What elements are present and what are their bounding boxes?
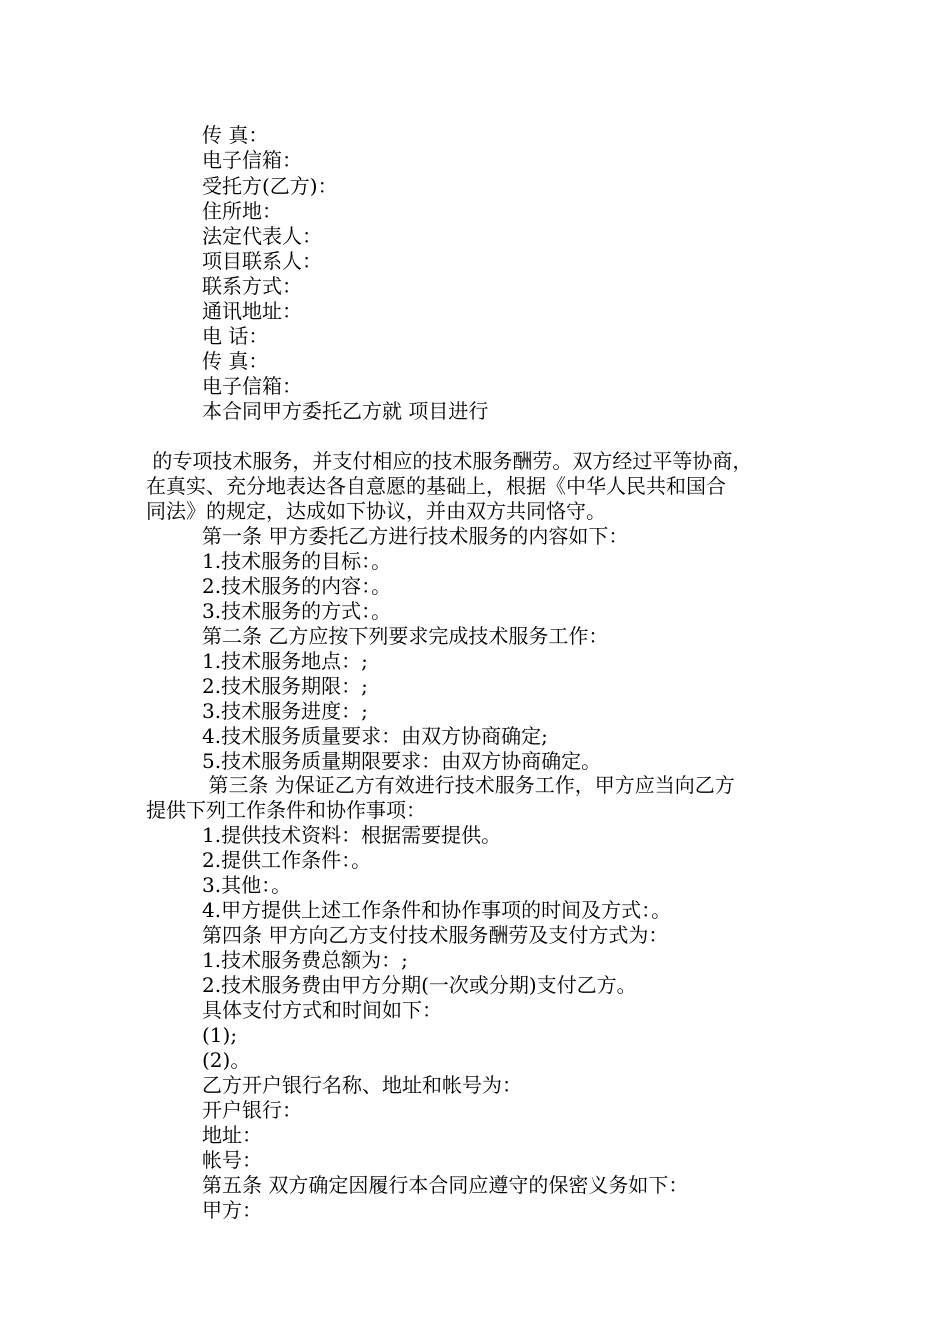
article-4-heading: 第四条 甲方向乙方支付技术服务酬劳及支付方式为： xyxy=(202,923,669,947)
article-4-item: 2.技术服务费由甲方分期(一次或分期)支付乙方。 xyxy=(202,973,637,997)
article-2-item: 4.技术服务质量要求：由双方协商确定; xyxy=(202,724,548,748)
party-b-mail-address-line: 通讯地址： xyxy=(202,299,302,323)
article-5-heading: 第五条 双方确定因履行本合同应遵守的保密义务如下： xyxy=(202,1173,689,1197)
article-1-item: 1.技术服务的目标：。 xyxy=(202,549,392,573)
party-b-phone-line: 电 话： xyxy=(202,324,269,348)
intro-paragraph-line: 的专项技术服务，并支付相应的技术服务酬劳。双方经过平等协商， xyxy=(146,449,753,473)
article-2-item: 2.技术服务期限：; xyxy=(202,674,368,698)
article-1-item: 3.技术服务的方式：。 xyxy=(202,599,392,623)
party-b-email-line: 电子信箱： xyxy=(202,374,302,398)
article-3-item: 3.其他：。 xyxy=(202,873,292,897)
payment-item: (1); xyxy=(202,1023,238,1047)
article-5-party-a-line: 甲方： xyxy=(202,1198,262,1222)
intro-paragraph-line: 同法》的规定，达成如下协议，并由双方共同恪守。 xyxy=(146,499,606,523)
party-b-legal-rep-line: 法定代表人： xyxy=(202,224,322,248)
bank-account-line: 帐号： xyxy=(202,1148,262,1172)
article-3-heading: 第三条 为保证乙方有效进行技术服务工作，甲方应当向乙方 xyxy=(202,773,735,797)
intro-line: 本合同甲方委托乙方就 项目进行 xyxy=(202,399,489,423)
payment-item: (2)。 xyxy=(202,1048,251,1072)
party-b-fax-line: 传 真： xyxy=(202,349,269,373)
bank-intro-line: 乙方开户银行名称、地址和帐号为： xyxy=(202,1073,522,1097)
article-1-item: 2.技术服务的内容：。 xyxy=(202,574,392,598)
article-4-item: 1.技术服务费总额为：; xyxy=(202,948,408,972)
party-b-contact-method-line: 联系方式： xyxy=(202,274,302,298)
party-a-fax-line: 传 真： xyxy=(202,123,269,147)
party-b-address-line: 住所地： xyxy=(202,199,282,223)
article-3-item: 2.提供工作条件：。 xyxy=(202,848,372,872)
article-2-item: 5.技术服务质量期限要求：由双方协商确定。 xyxy=(202,749,602,773)
article-3-item: 4.甲方提供上述工作条件和协作事项的时间及方式：。 xyxy=(202,898,672,922)
party-b-title: 受托方(乙方)： xyxy=(202,174,338,198)
article-3-heading-continued: 提供下列工作条件和协作事项： xyxy=(146,798,426,822)
intro-paragraph-line: 在真实、充分地表达各自意愿的基础上，根据《中华人民共和国合 xyxy=(146,474,726,498)
article-3-item: 1.提供技术资料：根据需要提供。 xyxy=(202,823,502,847)
article-2-item: 1.技术服务地点：; xyxy=(202,649,368,673)
party-b-project-contact-line: 项目联系人： xyxy=(202,249,322,273)
party-a-email-line: 电子信箱： xyxy=(202,148,302,172)
article-1-heading: 第一条 甲方委托乙方进行技术服务的内容如下： xyxy=(202,524,629,548)
bank-address-line: 地址： xyxy=(202,1123,262,1147)
bank-name-line: 开户银行： xyxy=(202,1098,302,1122)
article-2-item: 3.技术服务进度：; xyxy=(202,699,368,723)
payment-detail-line: 具体支付方式和时间如下： xyxy=(202,998,442,1022)
article-2-heading: 第二条 乙方应按下列要求完成技术服务工作： xyxy=(202,624,609,648)
